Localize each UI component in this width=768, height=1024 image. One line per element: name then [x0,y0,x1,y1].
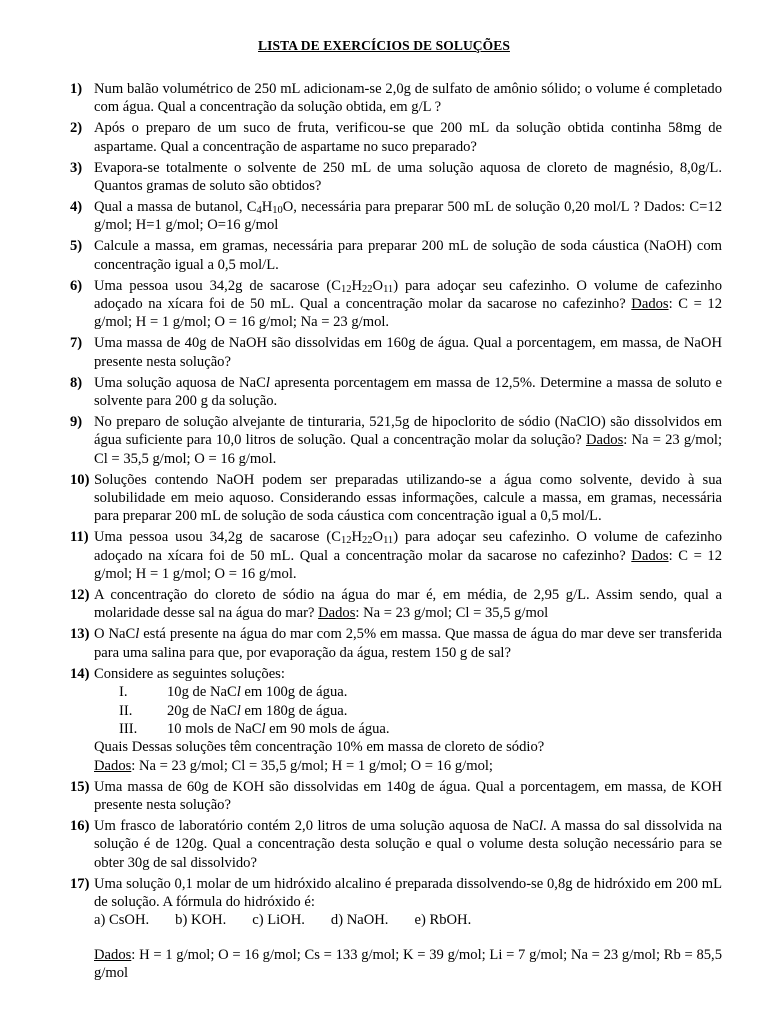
answer-options [94,911,722,929]
question-5 [70,237,722,274]
question-10 [70,471,722,526]
dados-label: Dados [318,605,356,622]
subscript: 10 [272,204,283,216]
text-segment: ) para adoçar seu cafezinho. O volume de cafezinho adoçado na xícara foi de 50 mL. Qual a concentração molar da sacarose no cafezinho? [94,529,722,564]
question-text [94,413,722,468]
question-number: 9) [70,413,83,430]
question-number: 2) [70,120,83,137]
question-17 [70,875,722,983]
text-segment: H [261,198,273,215]
question-text [94,817,722,872]
text-segment: : C = 12 g/mol; H = 1 g/mol; O = 16 g/mol; Na = 23 g/mol. [94,295,722,331]
question-text: Após o preparo de um suco de fruta, verificou-se que 200 mL da solução obtida continha 58mg de aspartame. Qual a concentração de aspartame no suco preparado? [94,120,722,155]
subscript: 22 [362,535,373,547]
italic-l: l [261,720,266,737]
question-number: 7) [70,335,83,352]
question-1 [70,80,722,117]
question-text [94,198,722,235]
question-text [94,277,722,332]
question-8 [70,374,722,411]
question-number: 6) [70,277,83,294]
text-segment: ) para adoçar seu cafezinho. O volume de cafezinho adoçado na xícara foi de 50 mL. Qual a concentração molar da sacarose no cafezinho? [94,277,722,312]
text-segment: 10g de NaC [167,684,237,701]
dados-text: : Na = 23 g/mol; Cl = 35,5 g/mol; H = 1 g/mol; O = 16 g/mol; [131,757,493,774]
dados-line [94,757,722,775]
question-15 [70,778,722,815]
question-number: 8) [70,374,83,391]
item-text [167,720,390,738]
item-text [167,683,347,701]
text-segment: Uma solução aquosa de NaC [94,374,266,391]
question-13 [70,625,722,662]
subscript: 11 [383,283,394,295]
text-segment: : Na = 23 g/mol; Cl = 35,5 g/mol; O = 16 g/mol. [94,432,722,467]
question-7 [70,334,722,371]
dados-label: Dados [631,295,669,312]
subscript: 12 [340,535,352,547]
list-item [94,720,722,738]
question-number: 12) [70,587,90,604]
text-segment: . A massa do sal dissolvida na solução é de 120g. Qual a concentração desta solução e qual o volume desta solução necessário para se obter 30g de sal dissolvido? [94,817,722,871]
question-text: Uma massa de 40g de NaOH são dissolvidas em 160g de água. Qual a porcentagem, em massa, de NaOH presente nesta solução? [94,335,722,370]
text-segment: : Na = 23 g/mol; Cl = 35,5 g/mol [355,605,549,622]
text-segment: em 100g de água. [240,684,348,701]
question-12 [70,586,722,623]
question-number: 13) [70,626,90,643]
question-text: Soluções contendo NaOH podem ser preparadas utilizando-se a água como solvente, devido à sua solubilidade em meio aquoso. Considerando essas informações, calcule a massa, em gramas, necessária para preparar 200 mL de solução de soda cáustica com concentração igual a 0,5 mol/L. [94,471,722,525]
option-b: b) KOH. [175,912,227,929]
text-segment: H [351,277,363,294]
question-number: 3) [70,159,83,176]
text-segment: apresenta porcentagem em massa de 12,5%. Determine a massa de soluto e solvente para 200 g da solução. [94,374,723,409]
question-number: 10) [70,471,90,488]
question-number: 14) [70,665,90,682]
text-segment: A concentração do cloreto de sódio na água do mar é, em média, de 2,95 g/L. Assim sendo, qual a molaridade desse sal na água do mar? [94,587,722,622]
roman-numeral: I. [119,684,128,701]
text-segment: O NaC [94,626,136,643]
italic-l: l [236,702,241,719]
question-3 [70,159,722,196]
text-segment: Uma pessoa usou 34,2g de sacarose (C [94,277,341,294]
text-segment: em 90 mols de água. [265,720,390,737]
question-text [94,528,722,583]
dados-text: : H = 1 g/mol; O = 16 g/mol; Cs = 133 g/mol; K = 39 g/mol; Li = 7 g/mol; Na = 23 g/mol; Rb = 85,5 g/mol [94,946,722,982]
italic-l: l [538,817,544,834]
text-segment: O [372,529,384,546]
question-text [94,625,722,662]
text-segment: está presente na água do mar com 2,5% em massa. Que massa de água do mar deve ser transferida para uma salina para que, por evaporação da água, restem 150 g de sal? [94,626,722,661]
question-text: Evapora-se totalmente o solvente de 250 mL de uma solução aquosa de cloreto de magnésio, 8,0g/L. Quantos gramas de soluto são obtidos? [94,159,722,195]
dados-label: Dados [585,432,624,449]
text-segment: Uma pessoa usou 34,2g de sacarose (C [94,529,341,546]
question-16 [70,817,722,872]
option-c: c) LiOH. [252,912,305,929]
option-a: a) CsOH. [94,912,150,929]
question-4 [70,198,722,235]
exercise-list [70,80,722,985]
subscript: 22 [362,283,373,295]
italic-l: l [135,626,140,643]
text-segment: em 180g de água. [240,702,348,719]
question-14 [70,665,722,775]
list-item [94,683,722,701]
text-segment: Um frasco de laboratório contém 2,0 litros de uma solução aquosa de NaC [94,817,539,834]
question-number: 4) [70,198,83,215]
question-text [94,586,722,623]
text-segment: No preparo de solução alvejante de tinturaria, 521,5g de hipoclorito de sódio (NaClO) são dissolvidos em água suficiente para 10,0 litros de solução. Qual a concentração molar da solução? [94,413,722,449]
question-number: 15) [70,778,90,795]
question-text: Calcule a massa, em gramas, necessária para preparar 200 mL de solução de soda cáustica (NaOH) com concentração igual a 0,5 mol/L. [94,238,722,273]
question-text: Uma solução 0,1 molar de um hidróxido alcalino é preparada dissolvendo-se 0,8g de hidróxido em 200 mL de solução. A fórmula do hidróxido é: [94,875,722,911]
italic-l: l [265,374,270,391]
question-6 [70,277,722,332]
question-text: Quais Dessas soluções têm concentração 10% em massa de cloreto de sódio? [94,739,545,756]
question-number: 1) [70,81,83,97]
dados-label: Dados [94,946,132,963]
question-intro: Considere as seguintes soluções: [94,665,285,682]
text-segment: O [372,277,384,294]
question-number: 5) [70,238,83,255]
question-9 [70,413,722,468]
question-number: 16) [70,817,90,834]
text-segment: 10 mols de NaC [167,720,262,737]
text-segment: : C = 12 g/mol; H = 1 g/mol; O = 16 g/mol. [94,547,722,583]
text-segment: H [351,529,363,546]
italic-l: l [236,684,241,701]
dados-label: Dados [94,757,132,774]
question-2 [70,119,722,156]
text-segment: 20g de NaC [167,702,237,719]
list-item [94,702,722,720]
subscript: 11 [383,535,394,547]
roman-numeral: III. [119,720,138,737]
question-text [94,374,722,411]
option-e: e) RbOH. [414,912,472,929]
dados-label: Dados [631,547,669,564]
question-text: Num balão volumétrico de 250 mL adicionam-se 2,0g de sulfato de amônio sólido; o volume é completado com água. Qual a concentração da solução obtida, em g/L ? [94,81,722,116]
text-segment: O, necessária para preparar 500 mL de solução 0,20 mol/L ? Dados: C=12 g/mol; H=1 g/mol; O=16 g/mol [94,198,722,234]
text-segment: Qual a massa de butanol, C [94,198,257,215]
question-text: Uma massa de 60g de KOH são dissolvidas em 140g de água. Qual a porcentagem, em massa, de KOH presente nesta solução? [94,778,722,814]
solution-list [94,683,722,738]
roman-numeral: II. [119,702,133,719]
question-11 [70,528,722,583]
page-title: LISTA DE EXERCÍCIOS DE SOLUÇÕES [258,38,510,53]
spacer [94,930,722,946]
question-body [94,875,722,983]
item-text [167,702,347,720]
question-body [94,665,722,775]
dados-line [94,946,722,983]
question-number: 17) [70,875,90,892]
option-d: d) NaOH. [330,912,389,929]
question-number: 11) [70,529,89,546]
subscript: 12 [340,283,352,295]
subscript: 4 [256,204,262,216]
